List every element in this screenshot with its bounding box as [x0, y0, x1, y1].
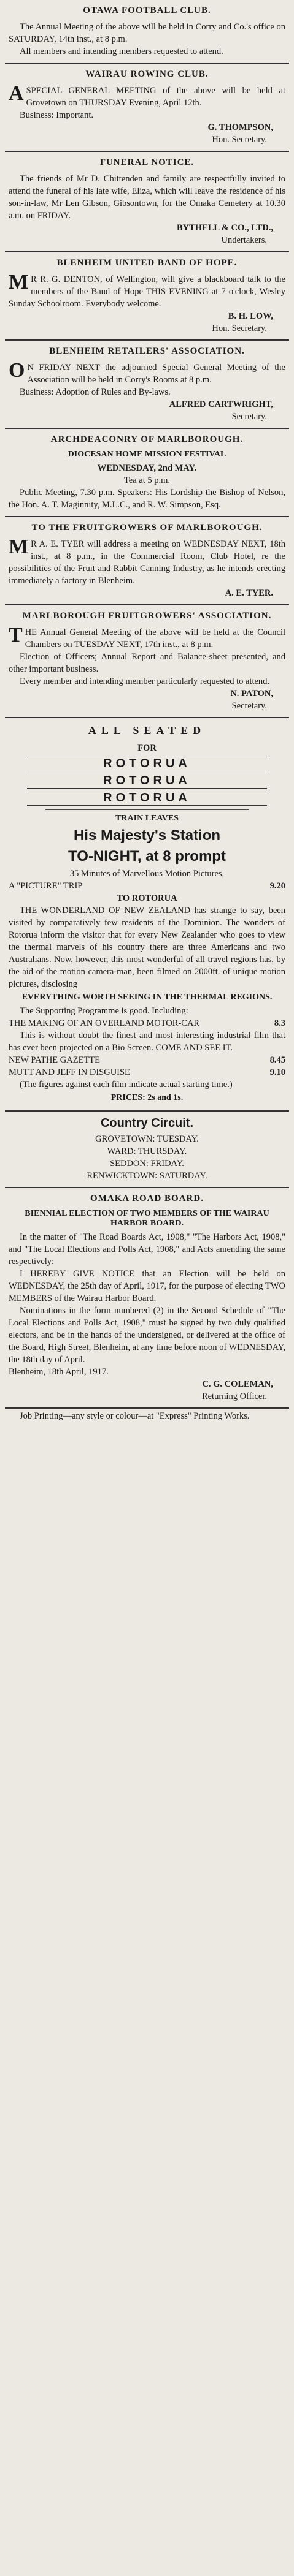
- cinema-rotorua-3: ROTORUA: [27, 790, 267, 806]
- wairau-rowing-business: Business: Important.: [20, 110, 94, 120]
- cinema-gazette: [9, 1054, 285, 1066]
- fruitgrowers1-body: MR A. E. TYER will address a meeting on WEDNESDAY NEXT, 18th inst., at 8 p.m., in the Commercial Room, Club Hotel, re the possibilities of the Fruit and Rabbit Canning Industry, as he intends erecting immediately a factory in Blenheim.: [9, 536, 285, 586]
- funeral-title: FUNERAL NOTICE.: [99, 157, 195, 167]
- cinema-gazette-time: 8.45: [269, 1055, 285, 1065]
- archdeaconry-notice: [5, 428, 289, 516]
- cinema-rotorua-1: ROTORUA: [27, 756, 267, 771]
- wairau-rowing-title: WAIRAU ROWING CLUB.: [85, 69, 209, 79]
- cinema-minutes: 35 Minutes of Marvellous Motion Pictures,: [69, 869, 225, 879]
- cinema-rotorua-2: ROTORUA: [27, 773, 267, 789]
- cinema-seated: ALL SEATED: [88, 724, 206, 737]
- cinema-making-time: 8.3: [274, 1018, 285, 1028]
- country-circuit: [5, 1110, 289, 1187]
- job-printing-notice: [5, 1407, 289, 1427]
- cinema-figures: (The figures against each film indicate actual starting time.): [20, 1080, 233, 1089]
- cinema-station: His Majesty's Station: [73, 827, 221, 844]
- fruitgrowers2-business: Election of Officers; Annual Report and Balance-sheet presented, and other important business.: [9, 652, 285, 674]
- archdeaconry-sub: DIOCESAN HOME MISSION FESTIVAL: [68, 450, 226, 459]
- fruitgrowers1-sign: A. E. TYER.: [225, 588, 273, 598]
- archdeaconry-body: Public Meeting, 7.30 p.m. Speakers: His Lordship the Bishop of Nelson, the Hon. A. T. Maginnity, M.L.C., and R. W. Simpson, Esq.: [9, 488, 285, 510]
- fruitgrowers2-body: THE Annual General Meeting of the above will be held at the Council Chambers on TUESDAY NEXT, 17th inst., at 8 p.m.: [9, 624, 285, 650]
- cinema-gazette-label: NEW PATHE GAZETTE: [9, 1055, 101, 1065]
- retailers-notice: [5, 339, 289, 428]
- omaka-body: In the matter of "The Road Boards Act, 1908," "The Harbors Act, 1908," and "The Local Elections and Polls Act, 1908," and Acts amending the same respectively:: [9, 1232, 285, 1267]
- fruitgrowers2-role: Secretary.: [231, 701, 267, 711]
- omaka-body2: I HEREBY GIVE NOTICE that an Election will be held on WEDNESDAY, the 25th day of April, 1917, for the purpose of electing TWO MEMBERS of the Wairau Harbor Board.: [9, 1269, 285, 1303]
- otawa-football-notice: [5, 0, 289, 63]
- band-role: Hon. Secretary.: [212, 324, 267, 333]
- otawa-title: OTAWA FOOTBALL CLUB.: [83, 6, 211, 15]
- fruitgrowers-association-notice: [5, 604, 289, 717]
- funeral-body: The friends of Mr D. Chittenden and family are respectfully invited to attend the funeral of his late wife, Eliza, which will leave the residence of his son-in-law, Mr Len Gibson, Gibsontown, for the Omaka Cemetery at 10.30 a.m. on FRIDAY.: [9, 174, 285, 221]
- fruitgrowers2-title: MARLBOROUGH FRUITGROWERS' ASSOCIATION.: [22, 611, 272, 621]
- cinema-picture-trip-time: 9.20: [269, 881, 285, 891]
- cinema-for: FOR: [137, 743, 157, 753]
- cinema-body: THE WONDERLAND OF NEW ZEALAND has strange to say, been visited by comparatively few residents of the Dominion. The wonders of Rotorua inform the visitor that for every New Zealander who goes to view the thermal marvels of his country there are three Americans and two Australians. Now, however, this most wonderful of all travel regions has, by the aid of the motion camera-man, been filmed on 2000ft. of unique motion pictures, disclosing: [9, 906, 285, 989]
- country-line-1: GROVETOWN: TUESDAY.: [95, 1134, 199, 1144]
- cinema-making: [9, 1017, 285, 1029]
- omaka-body3: Nominations in the form numbered (2) in the Second Schedule of "The Local Elections and Polls Act, 1908," must be signed by two duly qualified electors, and be in the hands of the undersigned, or delivered at the office of the Board, High Street, Blenheim, at any time before noon of WEDNESDAY, the 18th day of April.: [9, 1306, 285, 1365]
- cinema-train: TRAIN LEAVES: [115, 814, 179, 823]
- country-line-2: WARD: THURSDAY.: [107, 1146, 187, 1156]
- country-line-4: RENWICKTOWN: SATURDAY.: [87, 1171, 207, 1181]
- otawa-body2: All members and intending members requested to attend.: [20, 47, 223, 56]
- band-of-hope-notice: [5, 251, 289, 339]
- fruitgrowers2-body2: Every member and intending member particularly requested to attend.: [20, 676, 270, 686]
- fruitgrowers-tyer-notice: [5, 516, 289, 604]
- funeral-notice: [5, 151, 289, 251]
- cinema-prices: PRICES: 2s and 1s.: [110, 1093, 184, 1102]
- otawa-body: The Annual Meeting of the above will be held in Corry and Co.'s office on SATURDAY, 14th inst., at 8 p.m.: [9, 22, 285, 44]
- cinema-everything: EVERYTHING WORTH SEEING IN THE THERMAL REGIONS.: [21, 993, 273, 1002]
- cinema-mutt-label: MUTT AND JEFF IN DISGUISE: [9, 1067, 130, 1077]
- newspaper-column: [5, 0, 289, 2576]
- cinema-picture-trip: [9, 880, 285, 892]
- cinema-rule: [45, 809, 249, 810]
- country-line-3: SEDDON: FRIDAY.: [110, 1159, 184, 1169]
- fruitgrowers1-title: TO THE FRUITGROWERS OF MARLBOROUGH.: [31, 523, 263, 532]
- omaka-title: OMAKA ROAD BOARD.: [90, 1194, 204, 1203]
- band-body: MR R. G. DENTON, of Wellington, will give a blackboard talk to the members of the Band of Hope THIS EVENING at 7 o'clock, Wesley Sunday Schoolroom. Everybody welcome.: [9, 271, 285, 309]
- wairau-rowing-role: Hon. Secretary.: [212, 135, 267, 145]
- omaka-role: Returning Officer.: [201, 1392, 267, 1401]
- omaka-date: Blenheim, 18th April, 1917.: [9, 1367, 109, 1377]
- cinema-making-label: THE MAKING OF AN OVERLAND MOTOR-CAR: [9, 1018, 200, 1028]
- cinema-tonight: TO-NIGHT, at 8 prompt: [68, 848, 226, 865]
- wairau-rowing-notice: [5, 63, 289, 151]
- archdeaconry-date: WEDNESDAY, 2nd MAY.: [97, 463, 197, 473]
- archdeaconry-tea: Tea at 5 p.m.: [123, 475, 171, 485]
- cinema-mutt: [9, 1066, 285, 1078]
- cinema-supporting: The Supporting Programme is good. Including:: [20, 1006, 188, 1016]
- fruitgrowers2-sign: N. PATON,: [230, 689, 273, 699]
- retailers-business: Business: Adoption of Rules and By-laws.: [20, 387, 171, 397]
- band-sign: B. H. LOW,: [228, 311, 273, 321]
- retailers-body: ON FRIDAY NEXT the adjourned Special General Meeting of the Association will be held in Corry's Rooms at 8 p.m.: [9, 359, 285, 385]
- archdeaconry-title: ARCHDEACONRY OF MARLBOROUGH.: [50, 434, 244, 444]
- band-title: BLENHEIM UNITED BAND OF HOPE.: [56, 258, 238, 268]
- cinema-mutt-time: 9.10: [269, 1067, 285, 1077]
- cinema-advertisement: [5, 717, 289, 1110]
- retailers-role: Secretary.: [231, 412, 267, 422]
- retailers-sign: ALFRED CARTWRIGHT,: [169, 400, 273, 409]
- funeral-sign: BYTHELL & CO., LTD.,: [177, 223, 273, 233]
- job-body: Job Printing—any style or colour—at "Express" Printing Works.: [20, 1411, 250, 1421]
- funeral-role: Undertakers.: [221, 235, 267, 245]
- cinema-to-rotorua: TO ROTORUA: [117, 893, 177, 903]
- cinema-picture-trip-label: A "PICTURE" TRIP: [9, 881, 83, 891]
- retailers-title: BLENHEIM RETAILERS' ASSOCIATION.: [49, 346, 245, 356]
- country-title: Country Circuit.: [100, 1116, 194, 1130]
- wairau-rowing-sign: G. THOMPSON,: [207, 123, 273, 132]
- omaka-sub: BIENNIAL ELECTION OF TWO MEMBERS OF THE WAIRAU HARBOR BOARD.: [25, 1209, 269, 1228]
- omaka-sign: C. G. COLEMAN,: [202, 1379, 273, 1389]
- omaka-road-board-notice: [5, 1187, 289, 1407]
- wairau-rowing-body: ASPECIAL GENERAL MEETING of the above will be held at Grovetown on THURSDAY Evening, April 12th.: [9, 82, 285, 108]
- cinema-making-body: This is without doubt the finest and most interesting industrial film that has ever been projected on a Bio Screen. COME AND SEE IT.: [9, 1031, 285, 1053]
